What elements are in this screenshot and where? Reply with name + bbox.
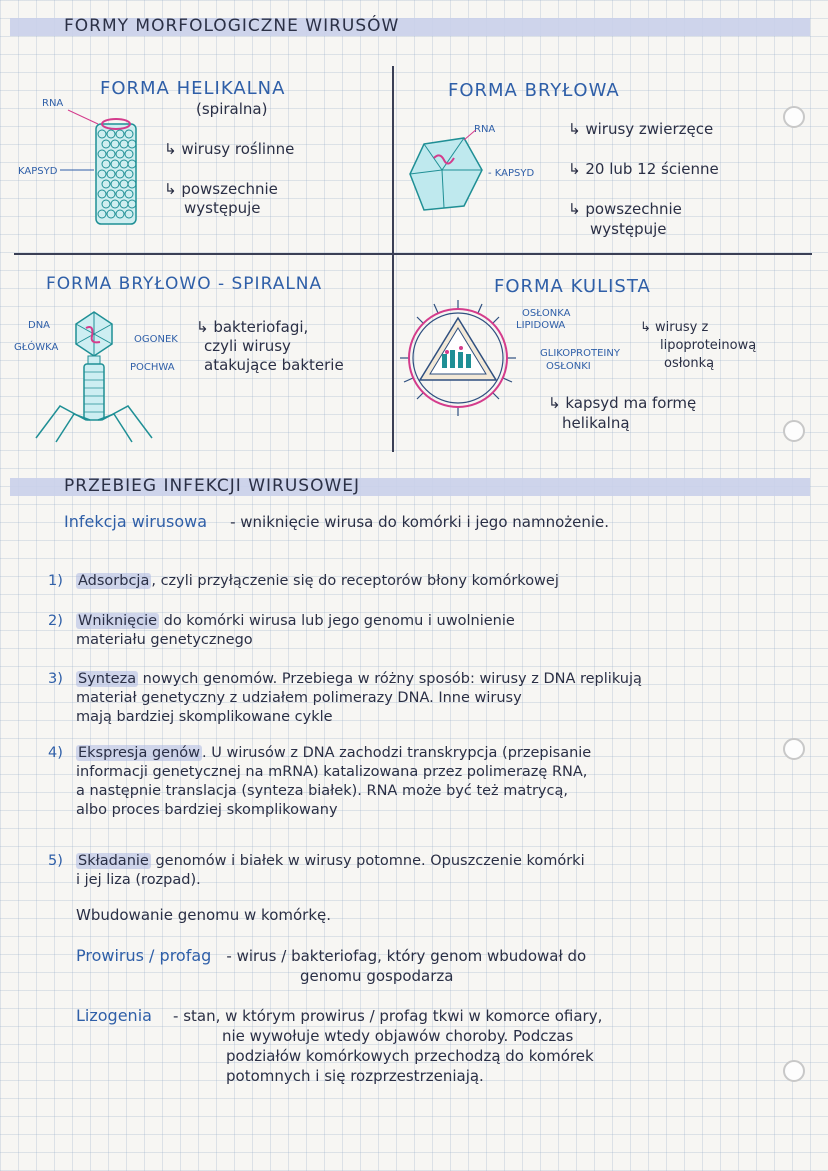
infection-step: 4) Ekspresja genów . U wirusów z DNA zachodzi transkrypcja (przepisanie informacji genetycznej na mRNA) katalizowana przez polimerazę RNA, a następnie translacja (synteza białek). RNA może być też matrycą, albo proces bardziej skomplikowany bbox=[48, 745, 592, 818]
step-keyword: Synteza bbox=[78, 671, 137, 687]
spherical-label-glyco-2: OSŁONKI bbox=[546, 361, 591, 372]
spherical-title: FORMA KULISTA bbox=[494, 276, 651, 297]
phage-note-1: ↳ bakteriofagi, bbox=[196, 318, 309, 336]
spherical-note-1b: lipoproteinową bbox=[660, 338, 757, 353]
infection-step: 2) Wniknięcie do komórki wirusa lub jego genomu i uwolnienie materiału genetycznego bbox=[48, 613, 515, 648]
spherical-label-envelope-1: OSŁONKA bbox=[522, 308, 571, 319]
solid-label-capsid: - KAPSYD bbox=[488, 168, 535, 179]
phage-label-tail: OGONEK bbox=[134, 334, 178, 345]
phage-label-sheath: POCHWA bbox=[130, 362, 175, 373]
helical-subtitle: (spiralna) bbox=[196, 100, 268, 118]
embedding-heading: Wbudowanie genomu w komórkę. bbox=[76, 906, 332, 924]
solid-note-3a: ↳ powszechnie bbox=[568, 200, 682, 218]
infection-step: 1) Adsorbcja , czyli przyłączenie się do receptorów błony komórkowej bbox=[48, 573, 559, 589]
helical-virus-drawing bbox=[60, 100, 150, 230]
infection-definition-text: - wniknięcie wirusa do komórki i jego namnożenie. bbox=[230, 513, 610, 531]
bacteriophage-drawing bbox=[30, 306, 160, 446]
helical-label-rna: RNA bbox=[42, 98, 64, 109]
solid-note-3b: występuje bbox=[590, 220, 667, 238]
spherical-label-glyco-1: GLIKOPROTEINY bbox=[540, 348, 620, 359]
step-keyword: Ekspresja genów bbox=[78, 745, 201, 761]
phage-label-head: GŁÓWKA bbox=[14, 342, 59, 353]
helical-note-2b: występuje bbox=[184, 199, 261, 217]
horizontal-divider bbox=[14, 253, 812, 255]
solid-note-2: ↳ 20 lub 12 ścienne bbox=[568, 160, 719, 178]
solid-virus-drawing bbox=[404, 130, 490, 216]
solid-note-1: ↳ wirusy zwierzęce bbox=[568, 120, 714, 138]
infection-definition-term: Infekcja wirusowa bbox=[64, 512, 207, 531]
helical-label-capsid: KAPSYD bbox=[18, 166, 58, 177]
phage-label-dna: DNA bbox=[28, 320, 51, 331]
helical-note-1: ↳ wirusy roślinne bbox=[164, 140, 295, 158]
page-title: FORMY MORFOLOGICZNE WIRUSÓW bbox=[64, 16, 400, 36]
helical-title: FORMA HELIKALNA bbox=[100, 78, 286, 99]
spherical-note-2b: helikalną bbox=[562, 414, 630, 432]
binder-ring-icon bbox=[783, 106, 805, 128]
step-keyword: Adsorbcja bbox=[78, 573, 150, 589]
spherical-note-1c: osłonką bbox=[664, 356, 715, 371]
vertical-divider bbox=[392, 66, 394, 452]
solid-label-rna: RNA bbox=[474, 124, 496, 135]
binder-ring-icon bbox=[783, 420, 805, 442]
solid-spiral-title: FORMA BRYŁOWO - SPIRALNA bbox=[46, 274, 323, 294]
spherical-label-envelope-2: LIPIDOWA bbox=[516, 320, 566, 331]
solid-title: FORMA BRYŁOWA bbox=[448, 80, 620, 101]
infection-step: 5) Składanie genomów i białek w wirusy potomne. Opuszczenie komórki i jej liza (rozpad). bbox=[48, 853, 585, 888]
step-keyword: Składanie bbox=[78, 853, 149, 869]
infection-title: PRZEBIEG INFEKCJI WIRUSOWEJ bbox=[64, 476, 361, 496]
infection-step: 3) Synteza nowych genomów. Przebiega w różny sposób: wirusy z DNA replikują materiał genetyczny z udziałem polimerazy DNA. Inne wirusy mają bardziej skomplikowane cykle bbox=[48, 671, 642, 725]
spherical-note-1a: ↳ wirusy z bbox=[640, 320, 709, 335]
step-keyword: Wniknięcie bbox=[78, 613, 158, 629]
helical-note-2a: ↳ powszechnie bbox=[164, 180, 278, 198]
spherical-note-2a: ↳ kapsyd ma formę bbox=[548, 394, 697, 412]
lysogeny-definition: Lizogenia - stan, w którym prowirus / profag tkwi w komorce ofiary, nie wywołuje wtedy objawów choroby. Podczas podziałów komórkowych przechodzą do komórek potomnych i się rozprzestrzeniają. bbox=[76, 1006, 603, 1085]
spherical-virus-drawing bbox=[398, 298, 518, 418]
infection-definition bbox=[64, 512, 609, 532]
provirus-definition: Prowirus / profag - wirus / bakteriofag, który genom wbudował do genomu gospodarza bbox=[76, 946, 587, 985]
phage-note-2: czyli wirusy bbox=[204, 337, 291, 355]
phage-note-3: atakujące bakterie bbox=[204, 356, 344, 374]
